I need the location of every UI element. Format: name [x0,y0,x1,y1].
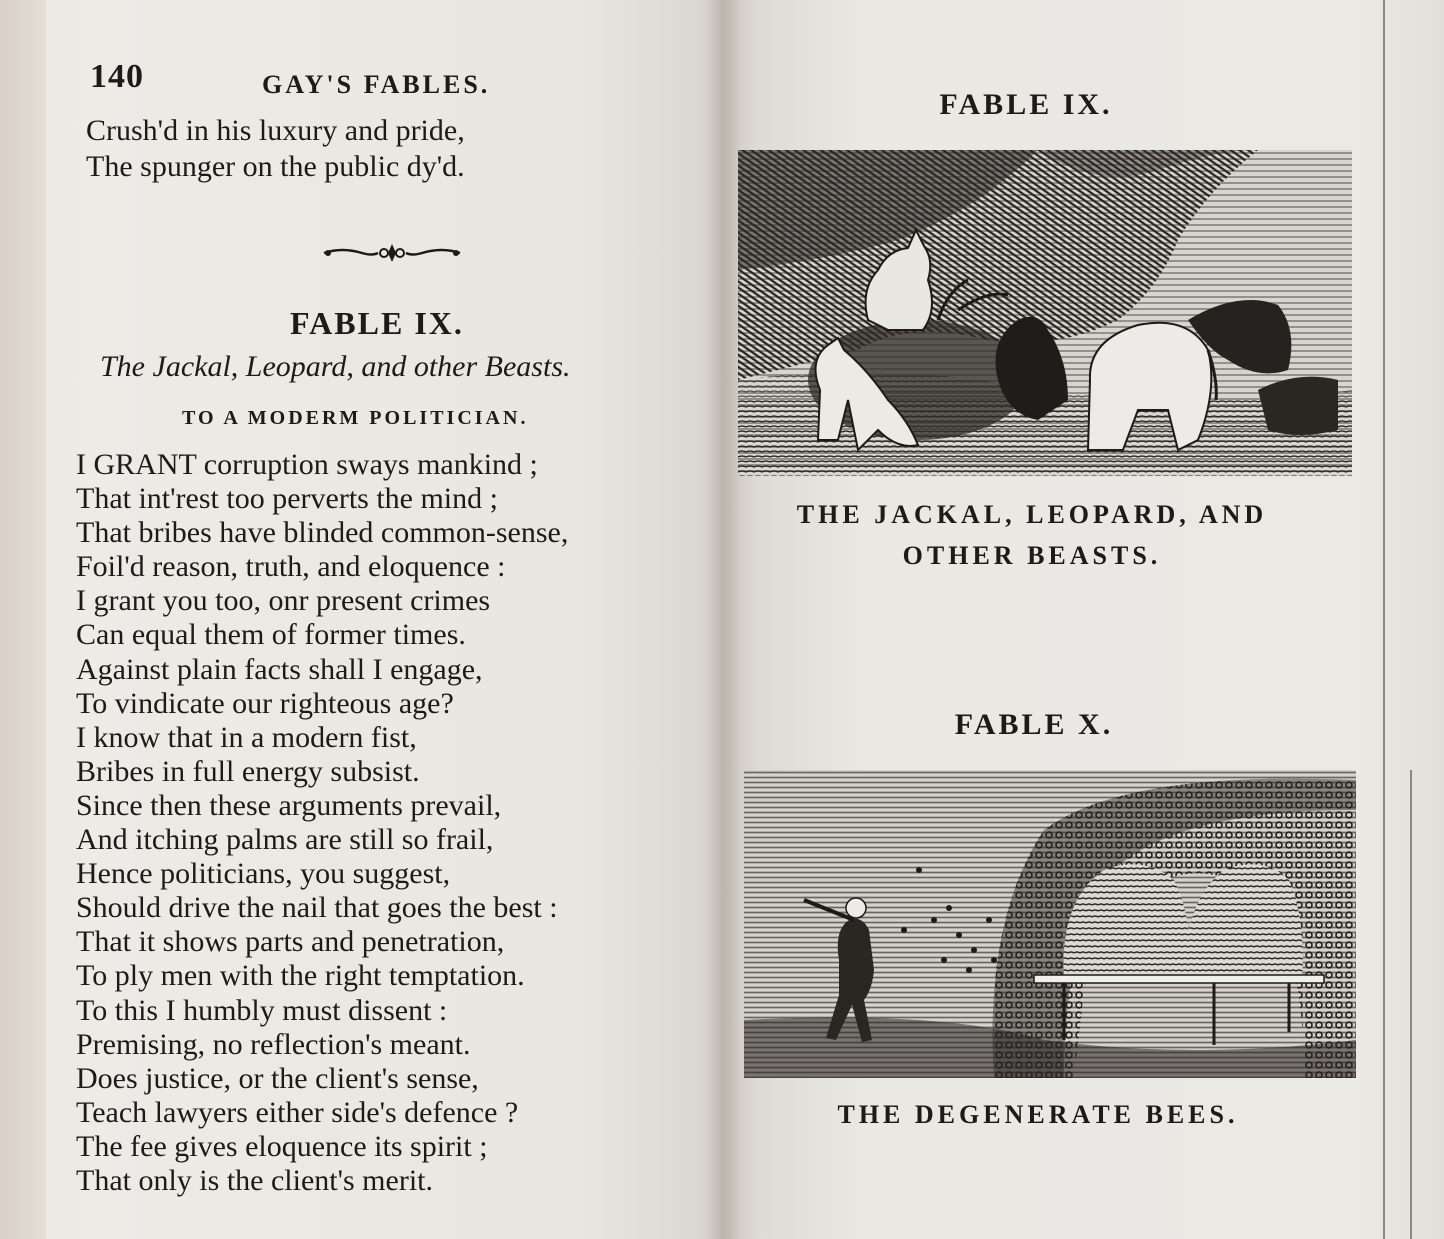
poem-line: Does justice, or the client's sense, [76,1061,479,1095]
poem-line: To ply men with the right temptation. [76,959,525,993]
poem-line: Since then these arguments prevail, [76,788,502,822]
poem-line: That only is the client's merit. [76,1163,433,1197]
poem-line: Teach lawyers either side's defence ? [76,1095,519,1129]
poem-line: That it shows parts and penetration, [76,925,505,959]
woodcut-degenerate-bees [744,770,1356,1078]
poem-line: Against plain facts shall I engage, [76,652,483,686]
poem-line: The fee gives eloquence its spirit ; [76,1129,488,1163]
poem-line: Can equal them of former times. [76,618,466,652]
poem-line: To this I humbly must dissent : [76,993,448,1027]
plate-caption: THE DEGENERATE BEES. [837,1100,1239,1129]
poem-line: I GRANT corruption sways mankind ; [76,448,538,481]
plate-heading: FABLE X. [954,708,1114,741]
fable-dedication: TO A MODERM POLITICIAN. [182,407,529,429]
page-number: 140 [90,58,144,95]
opening-line: Crush'd in his luxury and pride, [86,114,465,147]
woodcut-jackal-leopard [738,150,1352,476]
fable-title: FABLE IX. [290,305,464,341]
poem-line: To vindicate our righteous age? [76,686,454,720]
poem-line: Should drive the nail that goes the best : [76,891,558,925]
poem-line: I know that in a modern fist, [76,720,417,754]
poem-line: Hence politicians, you suggest, [76,857,451,891]
poem-line: And itching palms are still so frail, [76,823,494,857]
plate-caption: OTHER BEASTS. [902,541,1162,570]
poem-line: That bribes have blinded common-sense, [76,516,569,550]
poem-line: Premising, no reflection's meant. [76,1027,471,1061]
ornament-divider [322,241,462,270]
poem-line: Bribes in full energy subsist. [76,754,420,788]
poem-line: That int'rest too perverts the mind ; [76,482,498,516]
page-edge-line [1410,770,1412,1239]
page-edge-line [1383,0,1385,1239]
page-edge [0,0,46,1239]
poem-line: Foil'd reason, truth, and eloquence : [76,550,506,584]
opening-lines [86,113,465,185]
running-head: GAY'S FABLES. [262,70,491,99]
plate-caption: THE JACKAL, LEOPARD, AND [796,500,1268,529]
fable-subtitle: The Jackal, Leopard, and other Beasts. [100,350,571,383]
poem-text [76,448,716,1198]
poem-line: I grant you too, onr present crimes [76,584,491,618]
plate-heading: FABLE IX. [939,88,1113,121]
opening-line: The spunger on the public dy'd. [86,150,465,183]
